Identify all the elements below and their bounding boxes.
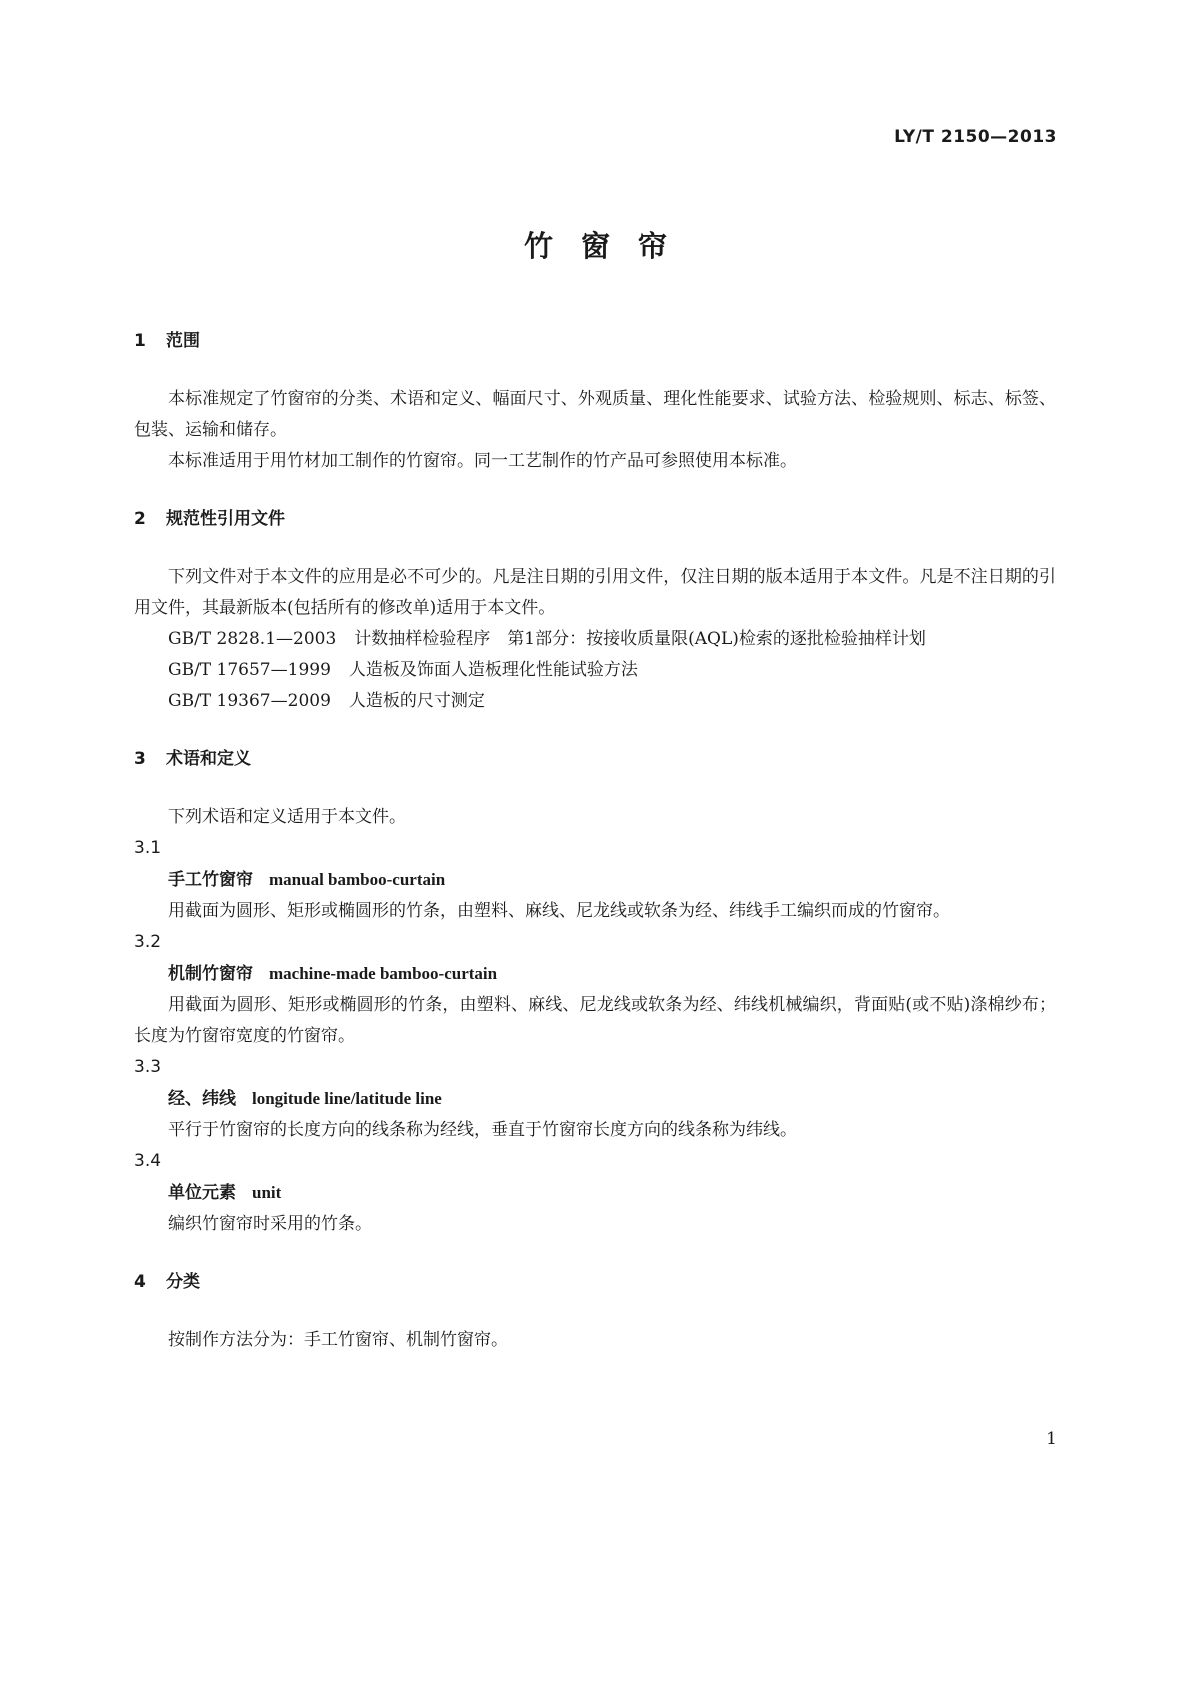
document-title: 竹窗帘 [523,229,695,263]
section-title: 术语和定义 [166,749,251,769]
section-title: 分类 [166,1272,200,1292]
reference-code: GB/T 19367—2009 [168,691,331,711]
section-2-heading [134,504,1056,535]
reference-title: 人造板的尺寸测定 [348,691,485,711]
section-4-heading [134,1267,1056,1298]
term-name [134,1083,1056,1115]
section-title: 规范性引用文件 [166,509,285,529]
section-number: 4 [134,1272,146,1292]
section-number: 2 [134,509,146,529]
page-number: 1 [1046,1429,1057,1449]
reference-item [134,686,1056,717]
reference-code: GB/T 17657—1999 [168,660,331,680]
term-number: 3.2 [134,932,162,952]
term-name-zh: 经、纬线 [168,1089,236,1109]
term-number: 3.3 [134,1057,162,1077]
section-3-intro: 下列术语和定义适用于本文件。 [168,807,406,827]
term-name [134,864,1056,896]
section-4-paragraph-1: 按制作方法分为：手工竹窗帘、机制竹窗帘。 [168,1330,508,1350]
section-3-heading [134,744,1056,775]
term-name-zh: 机制竹窗帘 [168,964,253,984]
term-name-zh: 单位元素 [168,1183,236,1203]
reference-title: 人造板及饰面人造板理化性能试验方法 [348,660,638,680]
term-definition: 编织竹窗帘时采用的竹条。 [168,1214,372,1234]
reference-item [134,655,1056,686]
term-name-en: longitude line/latitude line [252,1089,442,1108]
section-title: 范围 [166,331,200,351]
reference-code: GB/T 2828.1—2003 [168,629,337,649]
term-definition: 平行于竹窗帘的长度方向的线条称为经线，垂直于竹窗帘长度方向的线条称为纬线。 [168,1120,797,1140]
section-1-paragraph-1: 本标准规定了竹窗帘的分类、术语和定义、幅面尺寸、外观质量、理化性能要求、试验方法、检验规则、标志、标签、包装、运输和储存。 [134,389,1056,440]
term-name-en: machine-made bamboo-curtain [269,964,498,983]
term-name [134,1177,1056,1209]
term-number: 3.1 [134,838,162,858]
document-body [134,326,1056,1356]
section-number: 1 [134,331,146,351]
standard-code: LY/T 2150—2013 [894,127,1057,147]
term-definition: 用截面为圆形、矩形或椭圆形的竹条，由塑料、麻线、尼龙线或软条为经、纬线机械编织，背面贴(或不贴)涤棉纱布；长度为竹窗帘宽度的竹窗帘。 [134,995,1056,1046]
term-name [134,958,1056,990]
term-name-zh: 手工竹窗帘 [168,870,253,890]
section-2-paragraph-1: 下列文件对于本文件的应用是必不可少的。凡是注日期的引用文件，仅注日期的版本适用于本文件。凡是不注日期的引用文件，其最新版本(包括所有的修改单)适用于本文件。 [134,567,1056,618]
reference-item [134,624,1056,655]
section-number: 3 [134,749,146,769]
term-name-en: manual bamboo-curtain [269,870,446,889]
term-definition: 用截面为圆形、矩形或椭圆形的竹条，由塑料、麻线、尼龙线或软条为经、纬线手工编织而成的竹窗帘。 [168,901,950,921]
section-1-paragraph-2: 本标准适用于用竹材加工制作的竹窗帘。同一工艺制作的竹产品可参照使用本标准。 [168,451,797,471]
section-1-heading [134,326,1056,357]
term-name-en: unit [252,1183,282,1202]
term-number: 3.4 [134,1151,162,1171]
reference-title: 计数抽样检验程序 第1部分：按接收质量限(AQL)检索的逐批检验抽样计划 [354,629,926,649]
